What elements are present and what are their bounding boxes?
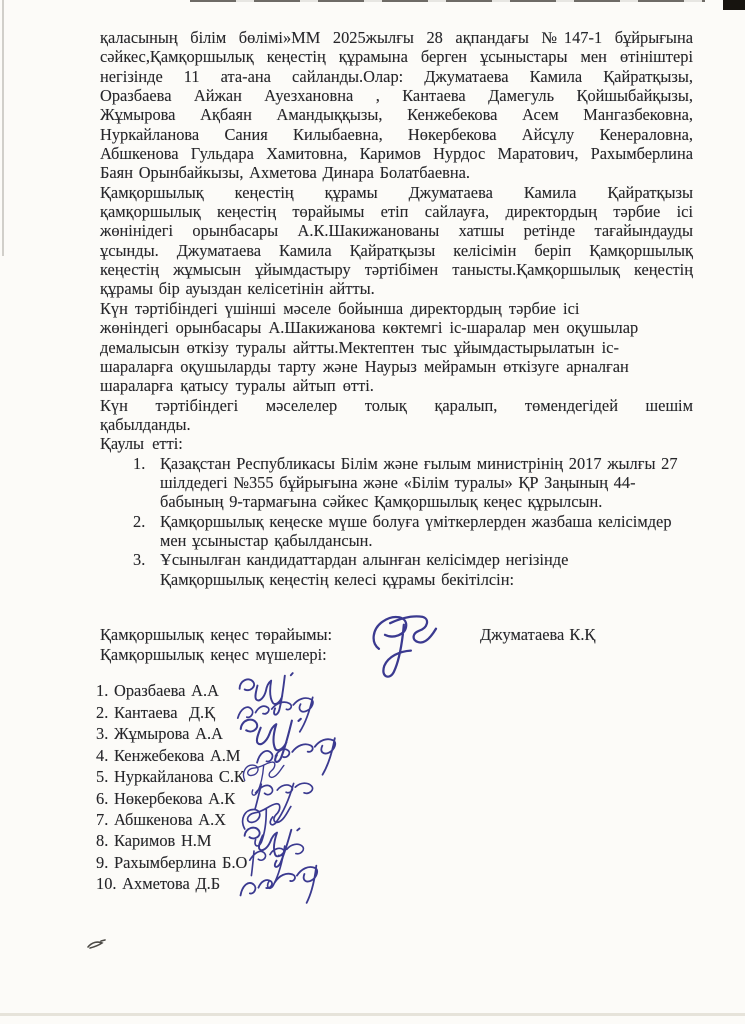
text-line: жөнінідегі орынбасары А.К.Шакижанованы хатшы ретінде тағайындауды (100, 221, 693, 241)
text-line: Жұмырова Ақбаян Амандыққызы, Кенжебекова Асем Мангазбековна, (100, 105, 693, 125)
member-row (96, 788, 693, 809)
member-row (96, 766, 693, 787)
text-line: Оразбаева Айжан Ауезхановна , Кантаева Дамегуль Қойшыбайқызы, (100, 86, 693, 106)
member-name: 7. Абшкенова А.Х (96, 810, 227, 830)
member-name: 4. Кенжебекова А.М (96, 745, 241, 765)
text-line: Ұсынылған кандидаттардан алынған келісімдер негізінде (160, 550, 569, 570)
member-name: 1. Оразбаева А.А (96, 681, 219, 701)
member-row (96, 873, 693, 894)
text-line: Күн тәртібіндегі мәселелер толық қаралып, төмендегідей шешім (100, 395, 693, 415)
paragraph-4 (100, 396, 693, 435)
chair-signature (360, 609, 451, 680)
document-body (96, 28, 693, 895)
scan-edge-artifact-bottom (0, 1013, 745, 1016)
text-line: шараларға қатысу туралы айтып өтті. (100, 376, 374, 396)
paragraph-1 (100, 28, 693, 183)
member-name: 9. Рахымберлина Б.О (96, 852, 248, 872)
decree-number: 3. (133, 550, 146, 570)
decree-heading: Қаулы етті: (100, 434, 183, 454)
member-row (96, 723, 693, 744)
member-row (96, 852, 693, 873)
text-line: Абшкенова Гульдара Хамитовна, Каримов Нурдос Маратович, Рахымберлина (100, 144, 693, 164)
text-line: Нуркайланова Сания Килыбаевна, Нөкербекова Айсұлу Кенераловна, (100, 124, 693, 144)
member-name: 6. Нөкербекова А.К (96, 788, 236, 808)
member-name: 5. Нуркайланова С.К (96, 767, 245, 787)
signature-block (100, 625, 693, 664)
text-line: қабылданды. (100, 414, 191, 434)
text-line: қамқоршылық кеңестің төрайымы етіп сайлауға, директордың тәрбие ісі (100, 202, 693, 222)
member-name: 2. Кантаева Д.Қ (96, 702, 216, 722)
text-line: демалысын өткізу туралы айтты.Мектептен тыс ұйымдастырылатын іс- (100, 337, 619, 357)
chair-label: Қамқоршылық кеңес төрайымы: (100, 624, 333, 644)
decree-item-3 (100, 550, 693, 589)
text-line: құрамы бір ауыздан келісетінін айтты. (100, 279, 375, 299)
text-line: Қамқоршылық кеңеске мүше болуға үміткерлерден жазбаша келісімдер (160, 511, 672, 531)
scan-edge-artifact-top (190, 0, 705, 2)
text-line: Қамқоршылық кеңестің құрамы Джуматаева Камила Қайратқызы (100, 182, 693, 202)
text-line: бабының 9-тармағына сәйкес Қамқоршылық кеңес құрылсын. (160, 492, 603, 512)
member-row (96, 680, 693, 701)
text-line: Қазақстан Республикасы Білім және ғылым министрінің 2017 жылғы 27 (160, 453, 678, 473)
member-row (96, 702, 693, 723)
text-line: ұсынды. Джуматаева Камила Қайратқызы келісімін беріп Қамқоршылық (100, 240, 693, 260)
decree-number: 2. (133, 511, 146, 531)
text-line: Қамқоршылық кеңестің келесі құрамы бекітілсін: (160, 569, 515, 589)
text-line: қаласының білім бөлімі»ММ 2025жылғы 28 ақпандағы №147-1 бұйрығына (100, 28, 693, 47)
text-line: мен ұсыныстар қабылдансын. (160, 530, 373, 550)
member-row (96, 809, 693, 830)
decree-list (100, 454, 693, 589)
members-list (96, 680, 693, 895)
decree-number: 1. (133, 453, 146, 473)
members-label: Қамқоршылық кеңес мүшелері: (100, 644, 327, 664)
text-line: негізінде 11 ата-ана сайланды.Олар: Джуматаева Камила Қайратқызы, (100, 66, 693, 86)
decree-item-1 (100, 454, 693, 512)
ink-smudge (86, 938, 108, 951)
paragraph-2 (100, 183, 693, 299)
member-name: 10. Ахметова Д.Б (96, 874, 221, 894)
chair-row (100, 625, 693, 645)
text-line: шараларға оқушыларды тарту және Наурыз мейрамын өткізуге арналған (100, 356, 629, 376)
member-name: 8. Каримов Н.М (96, 831, 212, 851)
paragraphs (100, 28, 693, 434)
chair-name: Джуматаева К.Қ (480, 624, 596, 644)
text-line: Баян Орынбайкызы, Ахметова Динара Болатбаевна. (100, 163, 470, 183)
member-name: 3. Жұмырова А.А (96, 724, 223, 744)
scan-edge-artifact-left (2, 0, 4, 256)
paragraph-3 (100, 299, 693, 396)
text-line: шілдедегі №355 бұйрығына және «Білім туралы» ҚР Заңының 44- (160, 472, 636, 492)
decree-item-2 (100, 512, 693, 551)
scan-corner-artifact (723, 0, 745, 10)
member-row (96, 745, 693, 766)
text-line: жөніндегі орынбасары А.Шакижанова көктемгі іс-шаралар мен оқушылар (100, 318, 639, 338)
text-line: кеңестің жұмысын ұйымдастыру тәртібімен танысты.Қамқоршылық кеңестің (100, 260, 693, 280)
member-row (96, 830, 693, 851)
text-line: Күн тәртібіндегі үшінші мәселе бойынша директордың тәрбие ісі (100, 298, 580, 318)
text-line: сәйкес,Қамқоршылық кеңестің құрамына берген ұсыныстары мен өтініштері (100, 47, 693, 67)
